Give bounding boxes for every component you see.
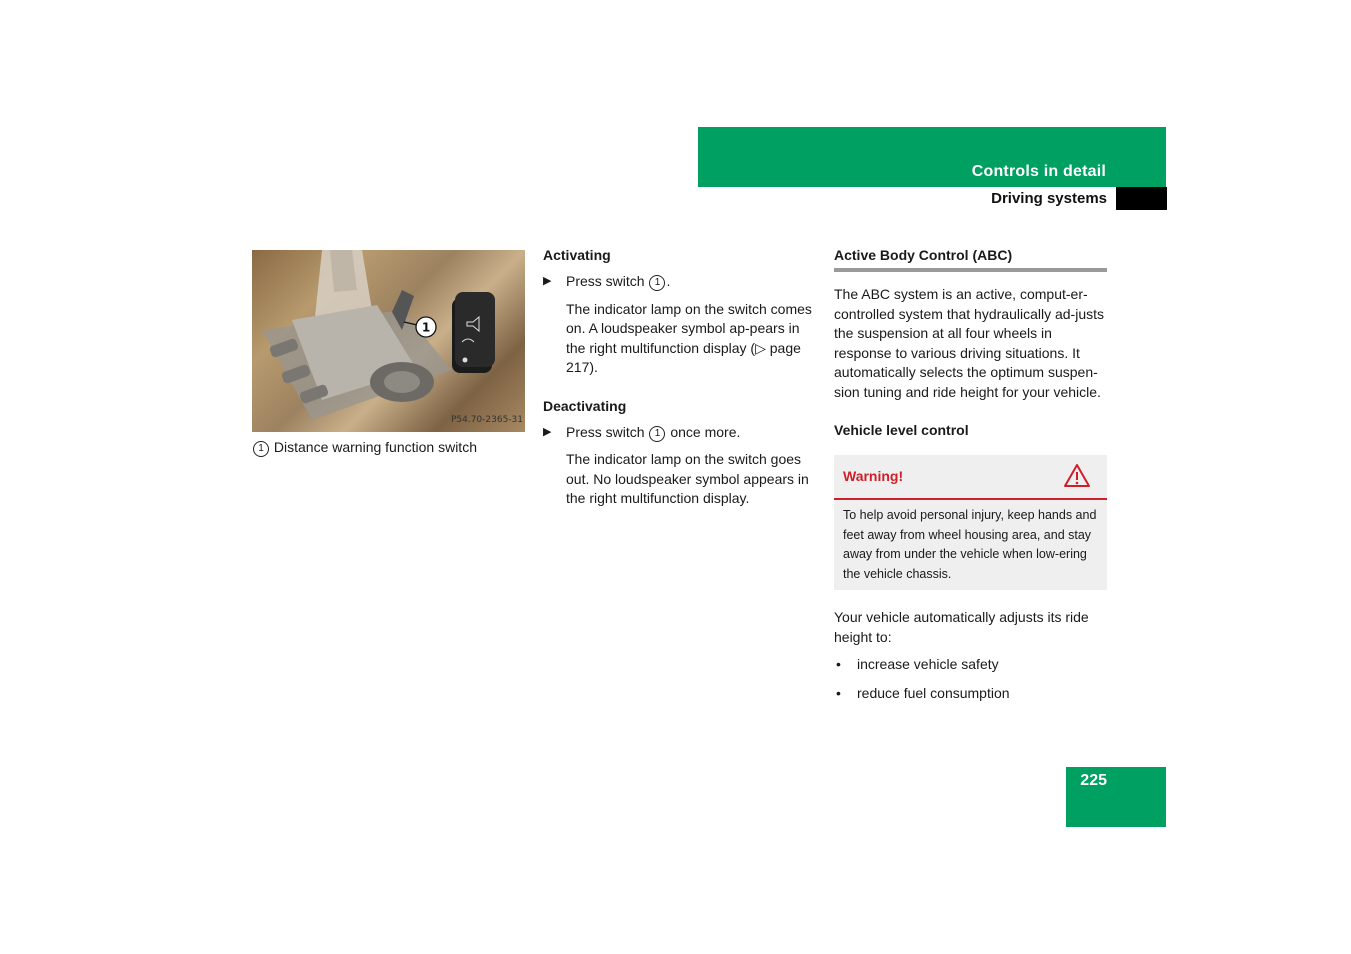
photo-code: P54.70-2365-31 [450, 414, 523, 425]
subsection-title: Driving systems [991, 190, 1107, 207]
deactivating-result: The indicator lamp on the switch goes out. No loudspeaker symbol appears in the right multifunction display. [566, 451, 809, 506]
warning-label: Warning! [843, 468, 904, 484]
activating-step: ▶ Press switch 1 . [543, 272, 818, 292]
callout-marker: 1 [253, 441, 269, 457]
bullet-dot-icon: • [836, 684, 841, 701]
abc-column [834, 245, 1107, 703]
abc-body: The ABC system is an active, comput-er-controlled system that hydraulically ad-justs the suspension at all four wheels in response to various driving situations. It automatically selects the optimum suspen-sion tuning and ride height for your vehicle. [834, 286, 1105, 400]
deactivating-step: ▶ Press switch 1 once more. [543, 423, 818, 443]
page-number-box [1066, 767, 1166, 827]
caption-text: Distance warning function switch [273, 439, 477, 455]
figure-column [252, 250, 525, 458]
list-item: • reduce fuel consumption [834, 684, 1107, 704]
activating-heading: Activating [543, 247, 611, 263]
page-number: 225 [1080, 772, 1107, 789]
console-photo [252, 250, 525, 432]
triangle-right-icon: ▶ [543, 275, 552, 287]
warning-box [834, 455, 1107, 590]
abc-heading: Active Body Control (ABC) [834, 245, 1107, 272]
warning-triangle-icon [1063, 463, 1091, 488]
console-illustration [252, 250, 525, 432]
deactivating-heading: Deactivating [543, 397, 627, 414]
warning-text: To help avoid personal injury, keep hands and feet away from wheel housing area, and stay away from under the vehicle when low-ering the vehicle chassis. [843, 508, 1097, 581]
figure-caption [252, 438, 525, 458]
list-item: • increase vehicle safety [834, 655, 1107, 675]
bullet-dot-icon: • [836, 656, 841, 672]
callout-marker: 1 [649, 426, 665, 442]
section-header-band [698, 127, 1166, 187]
callout-number: 1 [421, 320, 431, 335]
triangle-right-icon: ▶ [543, 425, 552, 438]
section-title: Controls in detail [971, 163, 1106, 180]
section-tab-marker [1116, 187, 1167, 210]
activating-result: The indicator lamp on the switch comes on. A loudspeaker symbol ap-pears in the right multifunction display (▷ page 217). [566, 300, 812, 375]
instructions-column [543, 245, 818, 509]
ride-height-intro: Your vehicle automatically adjusts its ride height to: [834, 609, 1089, 645]
vehicle-level-heading: Vehicle level control [834, 422, 969, 438]
callout-marker: 1 [649, 275, 665, 291]
warning-header [834, 455, 1107, 500]
